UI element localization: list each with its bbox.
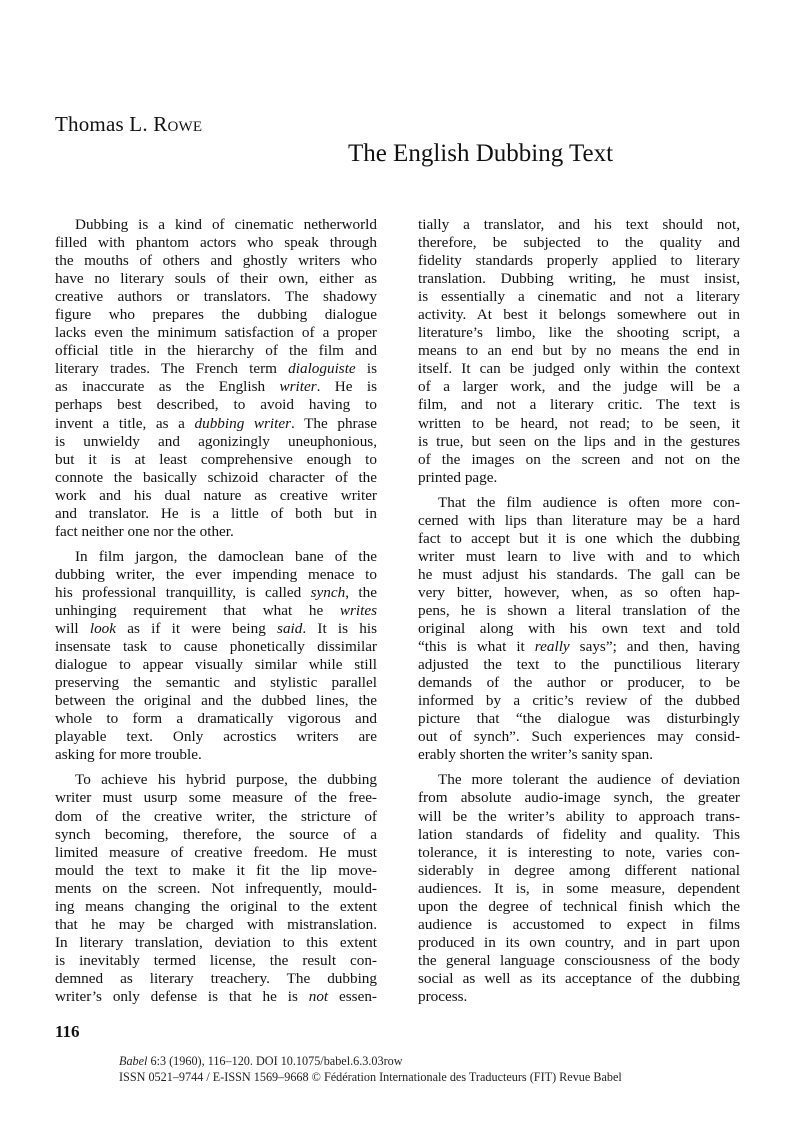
text-line: have no literary souls of their own, either as xyxy=(55,270,377,288)
text-line: of a larger work, and the judge will be a xyxy=(418,378,740,396)
text-line: means to an end but by no means the end in xyxy=(418,342,740,360)
text-line: is essentially a cinematic and not a literary xyxy=(418,288,740,306)
text-line: demned as literary treachery. The dubbing xyxy=(55,969,377,987)
text-line: ments on the screen. Not infrequently, mould- xyxy=(55,879,377,897)
text-line: erably shorten the writer’s sanity span. xyxy=(418,746,654,764)
text-line: he must adjust his standards. The gall can be xyxy=(418,565,740,583)
text-line: that he may be charged with mistranslation. xyxy=(55,915,377,933)
text-line: itself. It can be judged only within the context xyxy=(418,360,740,378)
text-line: from absolute audio-image synch, the greater xyxy=(418,789,740,807)
text-line: picture that “the dialogue was disturbingly xyxy=(418,710,740,728)
text-line: fidelity standards properly applied to literary xyxy=(418,252,740,270)
text-line: playable text. Only acrostics writers are xyxy=(55,728,377,746)
text-line: insensate task to cause phonetically dissimilar xyxy=(55,638,377,656)
text-line: work and his dual nature as creative writer xyxy=(55,486,377,504)
text-line: tially a translator, and his text should not, xyxy=(418,216,740,233)
text-line: audience is accustomed to expect in films xyxy=(418,915,740,933)
text-line: process. xyxy=(418,987,468,1005)
text-line: asking for more trouble. xyxy=(55,746,202,764)
text-line: synch becoming, therefore, the source of a xyxy=(55,825,377,843)
text-line: connote the basically schizoid character of the xyxy=(55,468,377,486)
text-line: pens, he is shown a literal translation of the xyxy=(418,601,740,619)
text-line: cerned with lips than literature may be a hard xyxy=(418,511,740,529)
text-line: mould the text to make it fit the lip move- xyxy=(55,861,377,879)
text-line: whole to form a dramatically vigorous and xyxy=(55,710,377,728)
article-title: The English Dubbing Text xyxy=(347,140,614,167)
text-line: dubbing writer, the ever impending menace to xyxy=(55,565,377,583)
text-line: The more tolerant the audience of deviation xyxy=(438,771,740,789)
text-line: creative authors or translators. The shadowy xyxy=(55,288,377,306)
text-line: of the images on the screen and not on the xyxy=(418,450,740,468)
text-line: preserving the semantic and stylistic parallel xyxy=(55,674,377,692)
text-line: informed by a critic’s review of the dubbed xyxy=(418,692,740,710)
page-number: 116 xyxy=(55,1022,80,1041)
text-line: filled with phantom actors who speak through xyxy=(55,234,377,252)
author-first: Thomas L. xyxy=(55,112,148,136)
text-line: To achieve his hybrid purpose, the dubbing xyxy=(75,771,377,789)
text-line: fact neither one nor the other. xyxy=(55,522,234,540)
text-line: out of synch”. Such experiences may consid- xyxy=(418,728,740,746)
text-line: writer must usurp some measure of the free- xyxy=(55,789,377,807)
text-line: ing means changing the original to the extent xyxy=(55,897,377,915)
text-line: literary trades. The French term dialoguiste is xyxy=(55,360,377,378)
text-line: dom of the creative writer, the stricture of xyxy=(55,807,377,825)
emphasis: writes xyxy=(339,601,377,619)
text-line: lation standards of fidelity and quality. This xyxy=(418,825,740,843)
text-line: adjusted the text to the punctilious literary xyxy=(418,656,740,674)
citation-details: 6:3 (1960), 116–120. DOI 10.1075/babel.6.3.03row xyxy=(147,1054,403,1068)
text-line: Dubbing is a kind of cinematic netherworld xyxy=(75,216,377,233)
text-line: upon the degree of technical finish which the xyxy=(418,897,740,915)
emphasis: really xyxy=(534,638,570,656)
text-line: figure who prepares the dubbing dialogue xyxy=(55,306,377,324)
text-line: film, and not a literary critic. The text is xyxy=(418,396,740,414)
text-line: In literary translation, deviation to this extent xyxy=(55,933,377,951)
paragraph xyxy=(55,548,377,765)
text-line: demands of the author or producer, to be xyxy=(418,674,740,692)
text-line: siderably in degree among different national xyxy=(418,861,740,879)
citation-footer xyxy=(119,1053,622,1085)
text-line: as inaccurate as the English writer. He is xyxy=(55,378,377,396)
text-line: between the original and the dubbed lines, the xyxy=(55,692,377,710)
left-column xyxy=(55,216,377,1013)
text-line: dialogue to appear visually similar while still xyxy=(55,656,377,674)
emphasis: look xyxy=(89,620,117,638)
text-line: but it is at least comprehensive enough to xyxy=(55,450,377,468)
text-line: invent a title, as a dubbing writer. The phrase xyxy=(55,414,377,432)
text-line: translation. Dubbing writing, he must insist, xyxy=(418,270,740,288)
emphasis: dubbing writer xyxy=(194,414,292,432)
text-line: literature’s limbo, like the shooting script, a xyxy=(418,324,740,342)
text-line: limited measure of creative freedom. He must xyxy=(55,843,377,861)
text-line: very bitter, however, when, as so often hap- xyxy=(418,583,740,601)
text-line: social as well as its acceptance of the dubbing xyxy=(418,969,740,987)
citation-line xyxy=(119,1053,622,1069)
text-line: written to be heard, not read; to be seen, it xyxy=(418,414,740,432)
text-line: writer’s only defense is that he is not essen- xyxy=(55,987,377,1005)
right-column xyxy=(418,216,740,1013)
text-line: official title in the hierarchy of the film and xyxy=(55,342,377,360)
text-line: is inevitably termed license, the result con- xyxy=(55,951,377,969)
text-line: activity. At best it belongs somewhere out in xyxy=(418,306,740,324)
text-line: fact to accept but it is one which the dubbing xyxy=(418,529,740,547)
emphasis: dialoguiste xyxy=(288,360,356,378)
paragraph xyxy=(418,494,740,765)
text-line: unhinging requirement that what he writes xyxy=(55,601,377,619)
paragraph xyxy=(418,216,740,487)
text-line: the general language consciousness of the body xyxy=(418,951,740,969)
text-line: is true, but seen on the lips and in the gestures xyxy=(418,432,740,450)
paragraph xyxy=(55,771,377,1006)
emphasis: said xyxy=(277,620,303,638)
text-line: That the film audience is often more con- xyxy=(438,493,740,511)
text-line: tolerance, it is interesting to note, varies con- xyxy=(418,843,740,861)
text-line: will be the writer’s ability to approach trans- xyxy=(418,807,740,825)
emphasis: not xyxy=(308,987,329,1005)
text-line: lacks even the minimum satisfaction of a proper xyxy=(55,324,377,342)
emphasis: synch xyxy=(310,583,346,601)
author-last: Rowe xyxy=(153,112,203,136)
text-line: is unwieldy and agonizingly uneuphonious, xyxy=(55,432,377,450)
journal-name: Babel xyxy=(119,1054,148,1068)
text-line: produced in its own country, and in part upon xyxy=(418,933,740,951)
text-line: perhaps best described, to avoid having to xyxy=(55,396,377,414)
text-line: the mouths of others and ghostly writers who xyxy=(55,252,377,270)
text-line: writer must learn to live with and to which xyxy=(418,547,740,565)
text-line: “this is what it really says”; and then, having xyxy=(418,638,741,656)
paragraph xyxy=(55,216,377,541)
text-line: will look as if it were being said. It is his xyxy=(55,620,377,638)
text-line: original along with his own text and told xyxy=(418,620,740,638)
text-line: and translator. He is a little of both but in xyxy=(55,504,377,522)
emphasis: writer xyxy=(279,378,317,396)
text-line: printed page. xyxy=(418,468,498,486)
issn-line: ISSN 0521–9744 / E-ISSN 1569–9668 © Fédération Internationale des Traducteurs (FIT) Revue Babel xyxy=(119,1070,622,1084)
paragraph xyxy=(418,771,740,1006)
text-line: his professional tranquillity, is called synch, the xyxy=(55,583,377,601)
text-line: therefore, be subjected to the quality and xyxy=(418,234,740,252)
text-line: audiences. It is, in some measure, dependent xyxy=(418,879,740,897)
author-name xyxy=(55,112,202,137)
text-line: In film jargon, the damoclean bane of the xyxy=(75,547,377,565)
